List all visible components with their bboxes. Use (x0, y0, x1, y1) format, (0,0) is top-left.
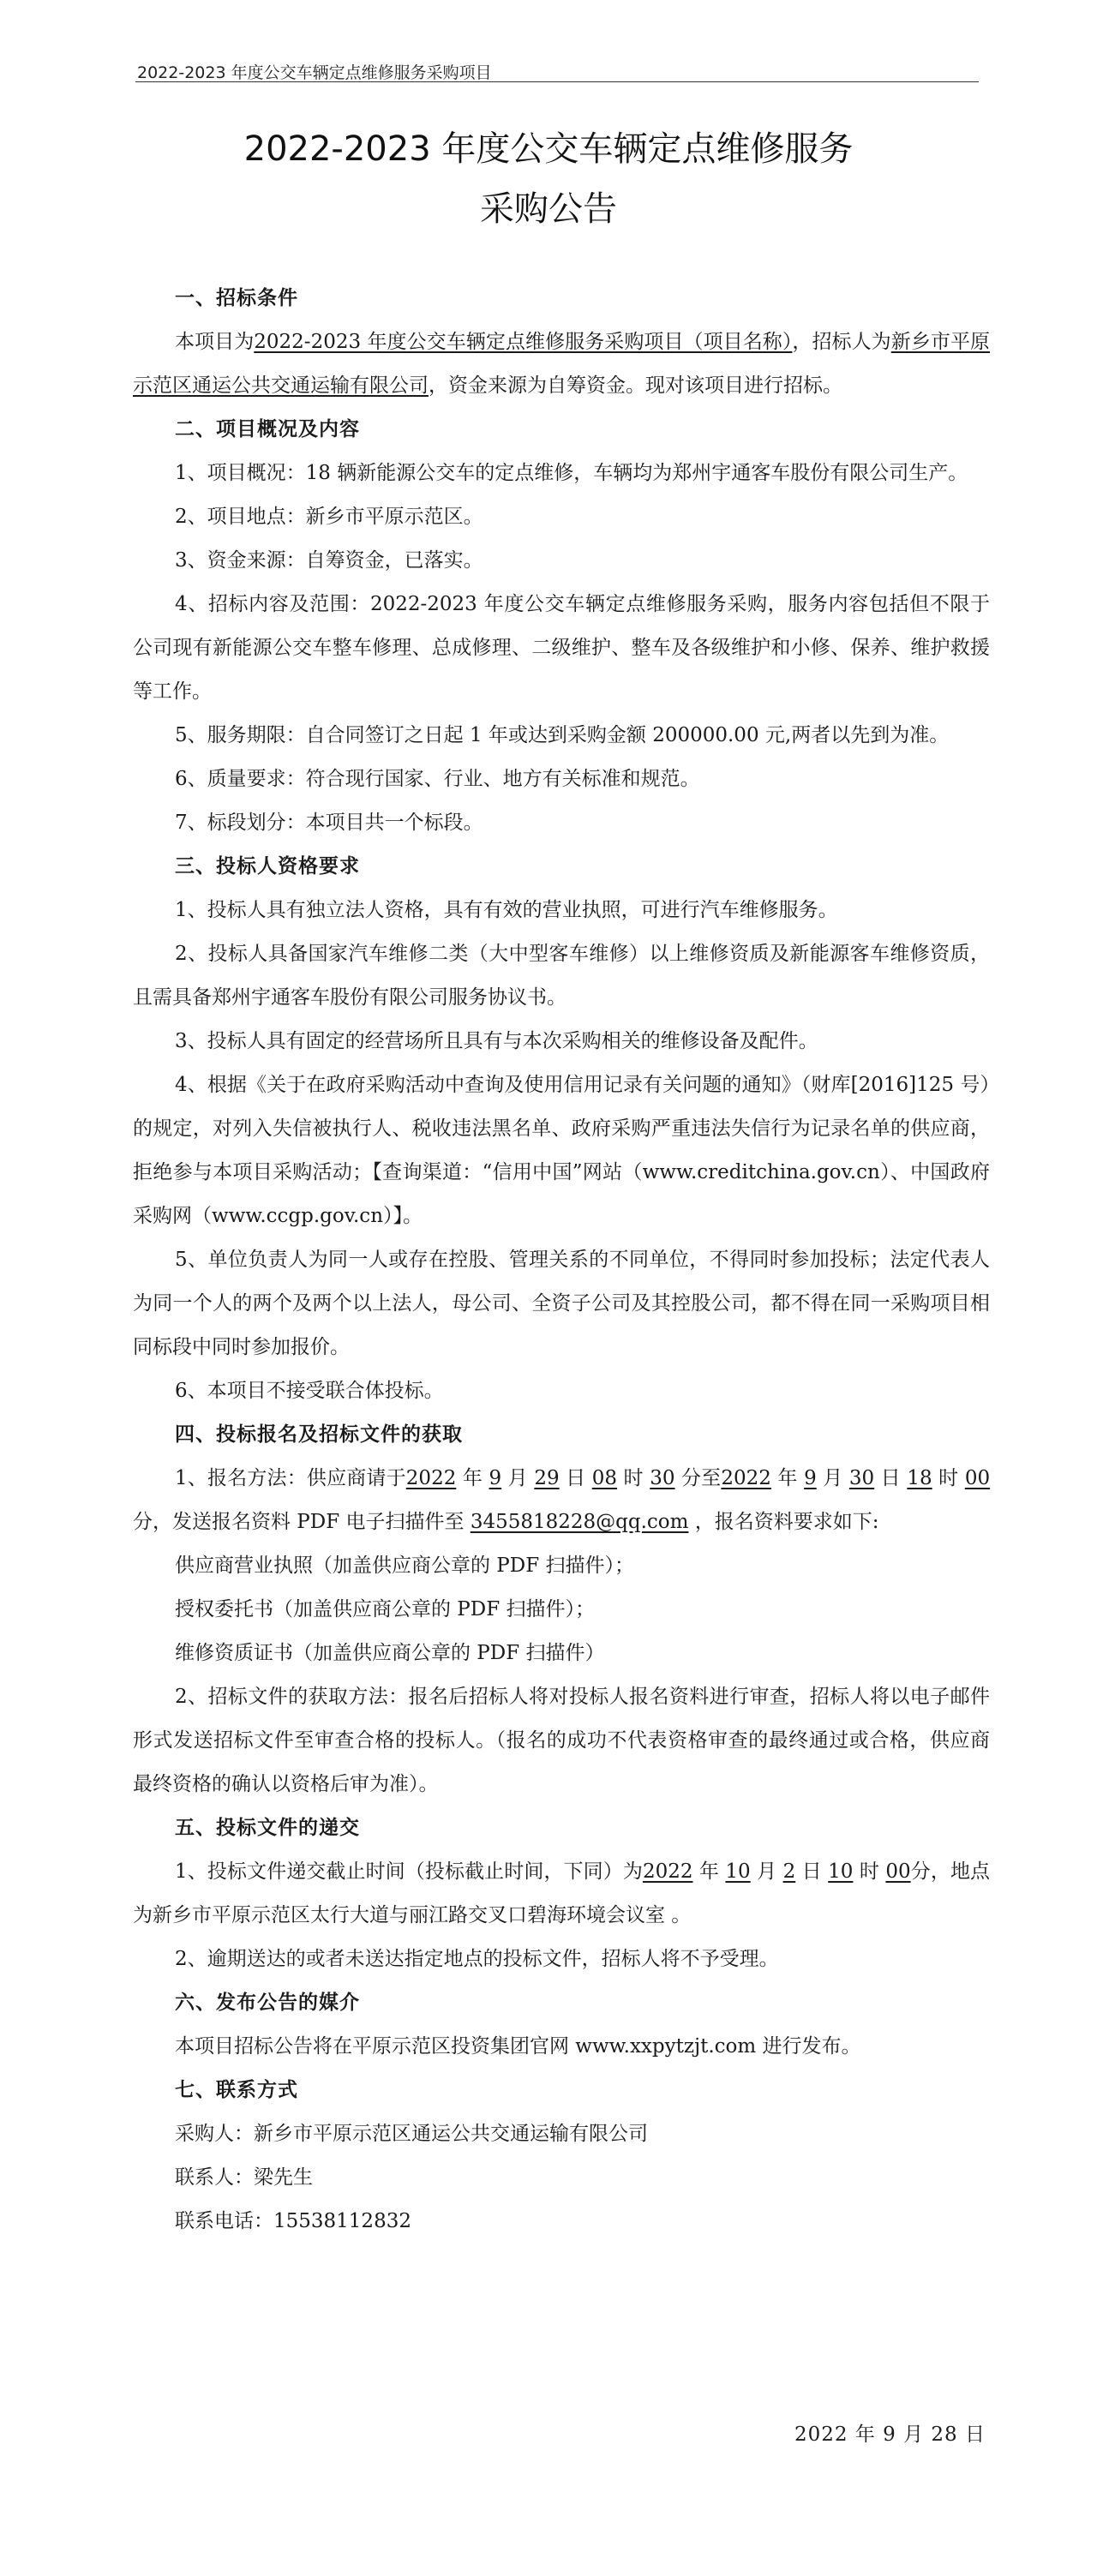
section2-item: 5、服务期限：自合同签订之日起 1 年或达到采购金额 200000.00 元,两者以先到为准。 (175, 724, 950, 746)
section3-item: 2、投标人具备国家汽车维修二类（大中型客车维修）以上维修资质及新能源客车维修资质，且需具备郑州宇通客车股份有限公司服务协议书。 (133, 943, 990, 1009)
section2-item: 4、招标内容及范围：2022-2023 年度公交车辆定点维修服务采购，服务内容包括但不限于公司现有新能源公交车整车修理、总成修理、二级维护、整车及各级维护和小修、保养、维护救援等工作。 (133, 593, 990, 703)
section2-item: 6、质量要求：符合现行国家、行业、地方有关标准和规范。 (175, 768, 700, 790)
section2-item: 3、资金来源：自筹资金，已落实。 (175, 549, 483, 572)
tenderer-name: 新乡市平原示范区通运公共交通运输有限公司 (133, 331, 991, 397)
registration-paragraph: 1、报名方法：供应商请于2022 年 9 月 29 日 08 时 30 分至2022 年 9 月 30 日 18 时 00 分，发送报名资料 PDF 电子扫描件至 3455818228@qq.com ，报名资料要求如下: (133, 1467, 991, 1533)
required-doc: 维修资质证书（加盖供应商公章的 PDF 扫描件） (175, 1642, 605, 1664)
required-doc: 供应商营业执照（加盖供应商公章的 PDF 扫描件）； (175, 1555, 634, 1577)
section1-paragraph: 本项目为2022-2023 年度公交车辆定点维修服务采购项目（项目名称），招标人为新乡市平原示范区通运公共交通运输有限公司，资金来源为自筹资金。现对该项目进行招标。 (133, 331, 991, 397)
section3-item: 3、投标人具有固定的经营场所且具有与本次采购相关的维修设备及配件。 (175, 1030, 818, 1052)
contact-person-line: 联系人：梁先生 (175, 2166, 313, 2189)
section3-item: 6、本项目不接受联合体投标。 (175, 1380, 444, 1402)
required-doc: 授权委托书（加盖供应商公章的 PDF 扫描件）； (175, 1598, 595, 1620)
section-heading-2: 二、项目概况及内容 (175, 418, 360, 440)
section-heading-5: 五、投标文件的递交 (175, 1817, 360, 1839)
section2-item: 2、项目地点：新乡市平原示范区。 (175, 506, 483, 528)
project-name: 2022-2023 年度公交车辆定点维修服务采购项目（项目名称） (254, 331, 793, 353)
section3-item: 1、投标人具有独立法人资格，具有有效的营业执照，可进行汽车维修服务。 (175, 899, 838, 921)
registration-email: 3455818228@qq.com (470, 1511, 689, 1533)
section-heading-1: 一、招标条件 (175, 287, 298, 309)
section-heading-3: 三、投标人资格要求 (175, 855, 360, 878)
section3-item: 5、单位负责人为同一人或存在控股、管理关系的不同单位，不得同时参加投标；法定代表人为同一个人的两个及两个以上法人，母公司、全资子公司及其控股公司，都不得在同一采购项目相同标段中同时参加报价。 (133, 1249, 990, 1358)
section-heading-7: 七、联系方式 (175, 2079, 298, 2101)
section-heading-6: 六、发布公告的媒介 (175, 1992, 360, 2014)
document-body (133, 277, 990, 2244)
contact-phone-line: 联系电话：15538112832 (175, 2210, 411, 2232)
section2-item: 7、标段划分：本项目共一个标段。 (175, 812, 483, 834)
deadline-paragraph: 1、投标文件递交截止时间（投标截止时间，下同）为2022 年 10 月 2 日 10 时 00分，地点为新乡市平原示范区太行大道与丽江路交叉口碧海环境会议室 。 (133, 1860, 991, 1926)
document-title-line1: 2022-2023 年度公交车辆定点维修服务 (243, 129, 854, 169)
section-heading-4: 四、投标报名及招标文件的获取 (175, 1423, 463, 1446)
header-rule (135, 81, 979, 82)
section2-item: 1、项目概况：18 辆新能源公交车的定点维修，车辆均为郑州宇通客车股份有限公司生产。 (175, 462, 968, 484)
buyer-line: 采购人：新乡市平原示范区通运公共交通运输有限公司 (175, 2123, 648, 2145)
section3-item: 4、根据《关于在政府采购活动中查询及使用信用记录有关问题的通知》（财库[2016]125 号）的规定，对列入失信被执行人、税收违法黑名单、政府采购严重违法失信行为记录名单的供应商，拒绝参与本项目采购活动；【查询渠道：“信用中国”网站（www.creditchina.gov.cn）、中国政府采购网（www.ccgp.gov.cn）】。 (133, 1074, 990, 1227)
document-title-line2: 采购公告 (480, 189, 617, 229)
document-acquisition-paragraph: 2、招标文件的获取方法：报名后招标人将对投标人报名资料进行审查，招标人将以电子邮件形式发送招标文件至审查合格的投标人。（报名的成功不代表资格审查的最终通过或合格，供应商最终资格的确认以资格后审为准）。 (133, 1686, 990, 1795)
issue-date: 2022 年 9 月 28 日 (794, 2423, 986, 2446)
media-paragraph: 本项目招标公告将在平原示范区投资集团官网 www.xxpytzjt.com 进行发布。 (175, 2035, 861, 2058)
late-submission-paragraph: 2、逾期送达的或者未送达指定地点的投标文件，招标人将不予受理。 (175, 1948, 779, 1970)
running-header: 2022-2023 年度公交车辆定点维修服务采购项目 (137, 63, 492, 82)
